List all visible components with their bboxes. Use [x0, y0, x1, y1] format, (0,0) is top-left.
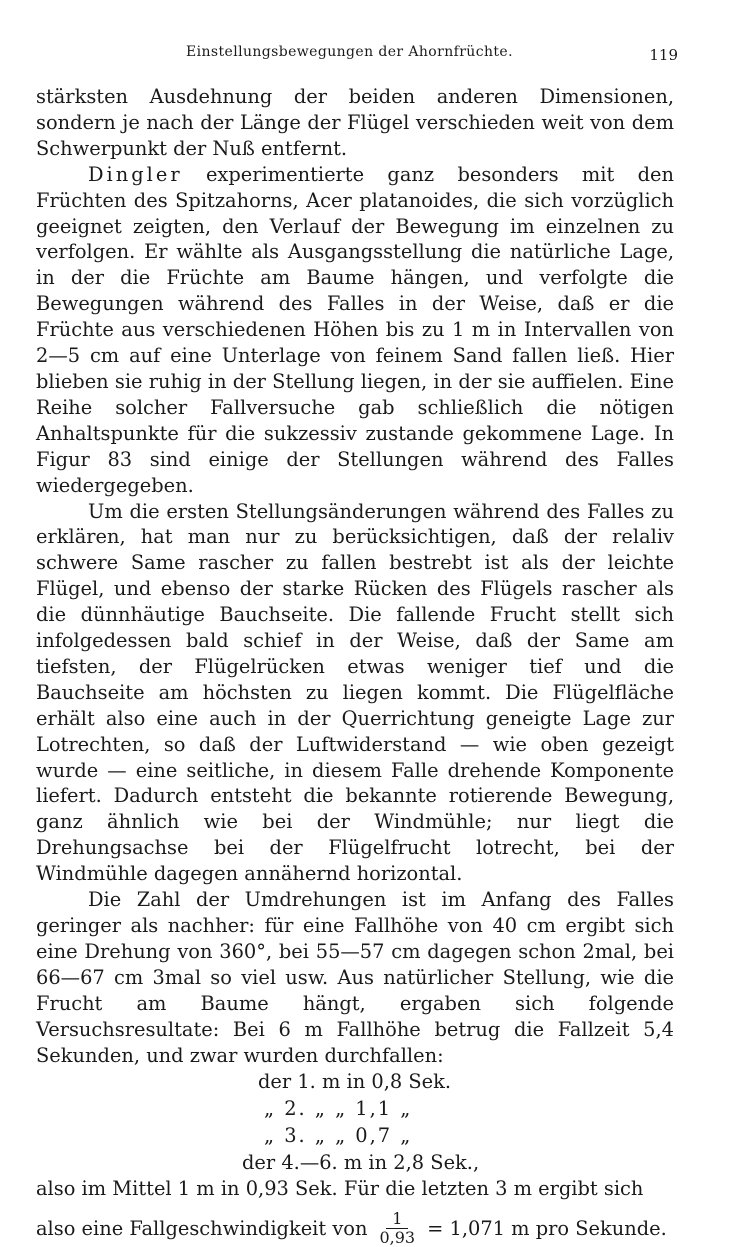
page-number: 119: [649, 46, 678, 64]
fall-times-list: [36, 1068, 674, 1176]
paragraph-2-text: experimentierte ganz besonders mit den Früchten des Spitzahorns, Acer platanoides, die sich vorzüglich geeignet zeigten, den Verlauf der Bewegung im einzelnen zu verfolgen. Er wählte als Ausgangsstellung die natürliche Lage, in der die Früchte am Baume hängen, und verfolgte die Bewegungen während des Falles in der Weise, daß er die Früchte aus verschiedenen Höhen bis zu 1 m in Intervallen von 2—5 cm auf eine Unterlage von feinem Sand fallen ließ. Hier blieben sie ruhig in der Stellung liegen, in der sie auffielen. Eine Reihe solcher Fallversuche gab schließlich die nötigen Anhaltspunkte für die sukzessiv zustande gekommene Lage. In Figur 83 sind einige der Stellungen während des Falles wiedergegeben.: [36, 162, 674, 497]
paragraph-3: Um die ersten Stellungsänderungen während des Falles zu erklären, hat man nur zu berücksichtigen, daß der relaliv schwere Same rascher zu fallen bestrebt ist als der leichte Flügel, und ebenso der starke Rücken des Flügels rascher als die dünnhäutige Bauchseite. Die fallende Frucht stellt sich infolgedessen bald schief in der Weise, daß der Same am tiefsten, der Flügelrücken etwas weniger tief und die Bauchseite am höchsten zu liegen kommt. Die Flügelfläche erhält also eine auch in der Querrichtung geneigte Lage zur Lotrechten, so daß der Luftwiderstand — wie oben gezeigt wurde — eine seitliche, in diesem Falle drehende Komponente liefert. Dadurch entsteht die bekannte rotierende Bewegung, ganz ähnlich wie bei der Windmühle; nur liegt die Drehungsachse bei der Flügelfrucht lotrecht, bei der Windmühle dagegen annähernd horizontal.: [36, 499, 674, 886]
body-text: [36, 84, 674, 1247]
fall-time-total: der 4.—6. m in 2,8 Sek.,: [242, 1151, 480, 1175]
speed-fraction: [373, 1210, 421, 1247]
paragraph-1: stärksten Ausdehnung der beiden anderen Dimensionen, sondern je nach der Länge der Flügel verschieden weit von dem Schwerpunkt der Nuß entfernt.: [36, 85, 674, 160]
page-header: [38, 44, 678, 70]
running-title: Einstellungsbewegungen der Ahornfrüchte.: [186, 44, 513, 60]
author-name: Dingler: [88, 162, 183, 186]
paragraph-2: [36, 162, 674, 499]
fall-time-row-2: „ 2. „ „ 1,1 „: [264, 1097, 413, 1121]
speed-formula: [36, 1210, 674, 1247]
closing-line: also im Mittel 1 m in 0,93 Sek. Für die letzten 3 m ergibt sich: [36, 1177, 644, 1201]
speed-suffix: = 1,071 m pro Sekunde.: [427, 1216, 667, 1240]
fall-time-row-3: „ 3. „ „ 0,7 „: [264, 1124, 413, 1148]
fraction-denominator: 0,93: [379, 1228, 416, 1247]
paragraph-4: Die Zahl der Umdrehungen ist im Anfang des Falles geringer als nachher: für eine Fallhöhe von 40 cm ergibt sich eine Drehung von 360°, bei 55—57 cm dagegen schon 2mal, bei 66—67 cm 3mal so viel usw. Aus natürlicher Stellung, wie die Frucht am Baume hängt, ergaben sich folgende Versuchsresultate: Bei 6 m Fallhöhe betrug die Fallzeit 5,4 Sekunden, und zwar wurden durchfallen:: [36, 888, 674, 1067]
fall-time-row-1: der 1. m in 0,8 Sek.: [258, 1070, 452, 1094]
fraction-numerator: 1: [386, 1210, 408, 1229]
speed-prefix: also eine Fallgeschwindigkeit von: [36, 1216, 368, 1240]
